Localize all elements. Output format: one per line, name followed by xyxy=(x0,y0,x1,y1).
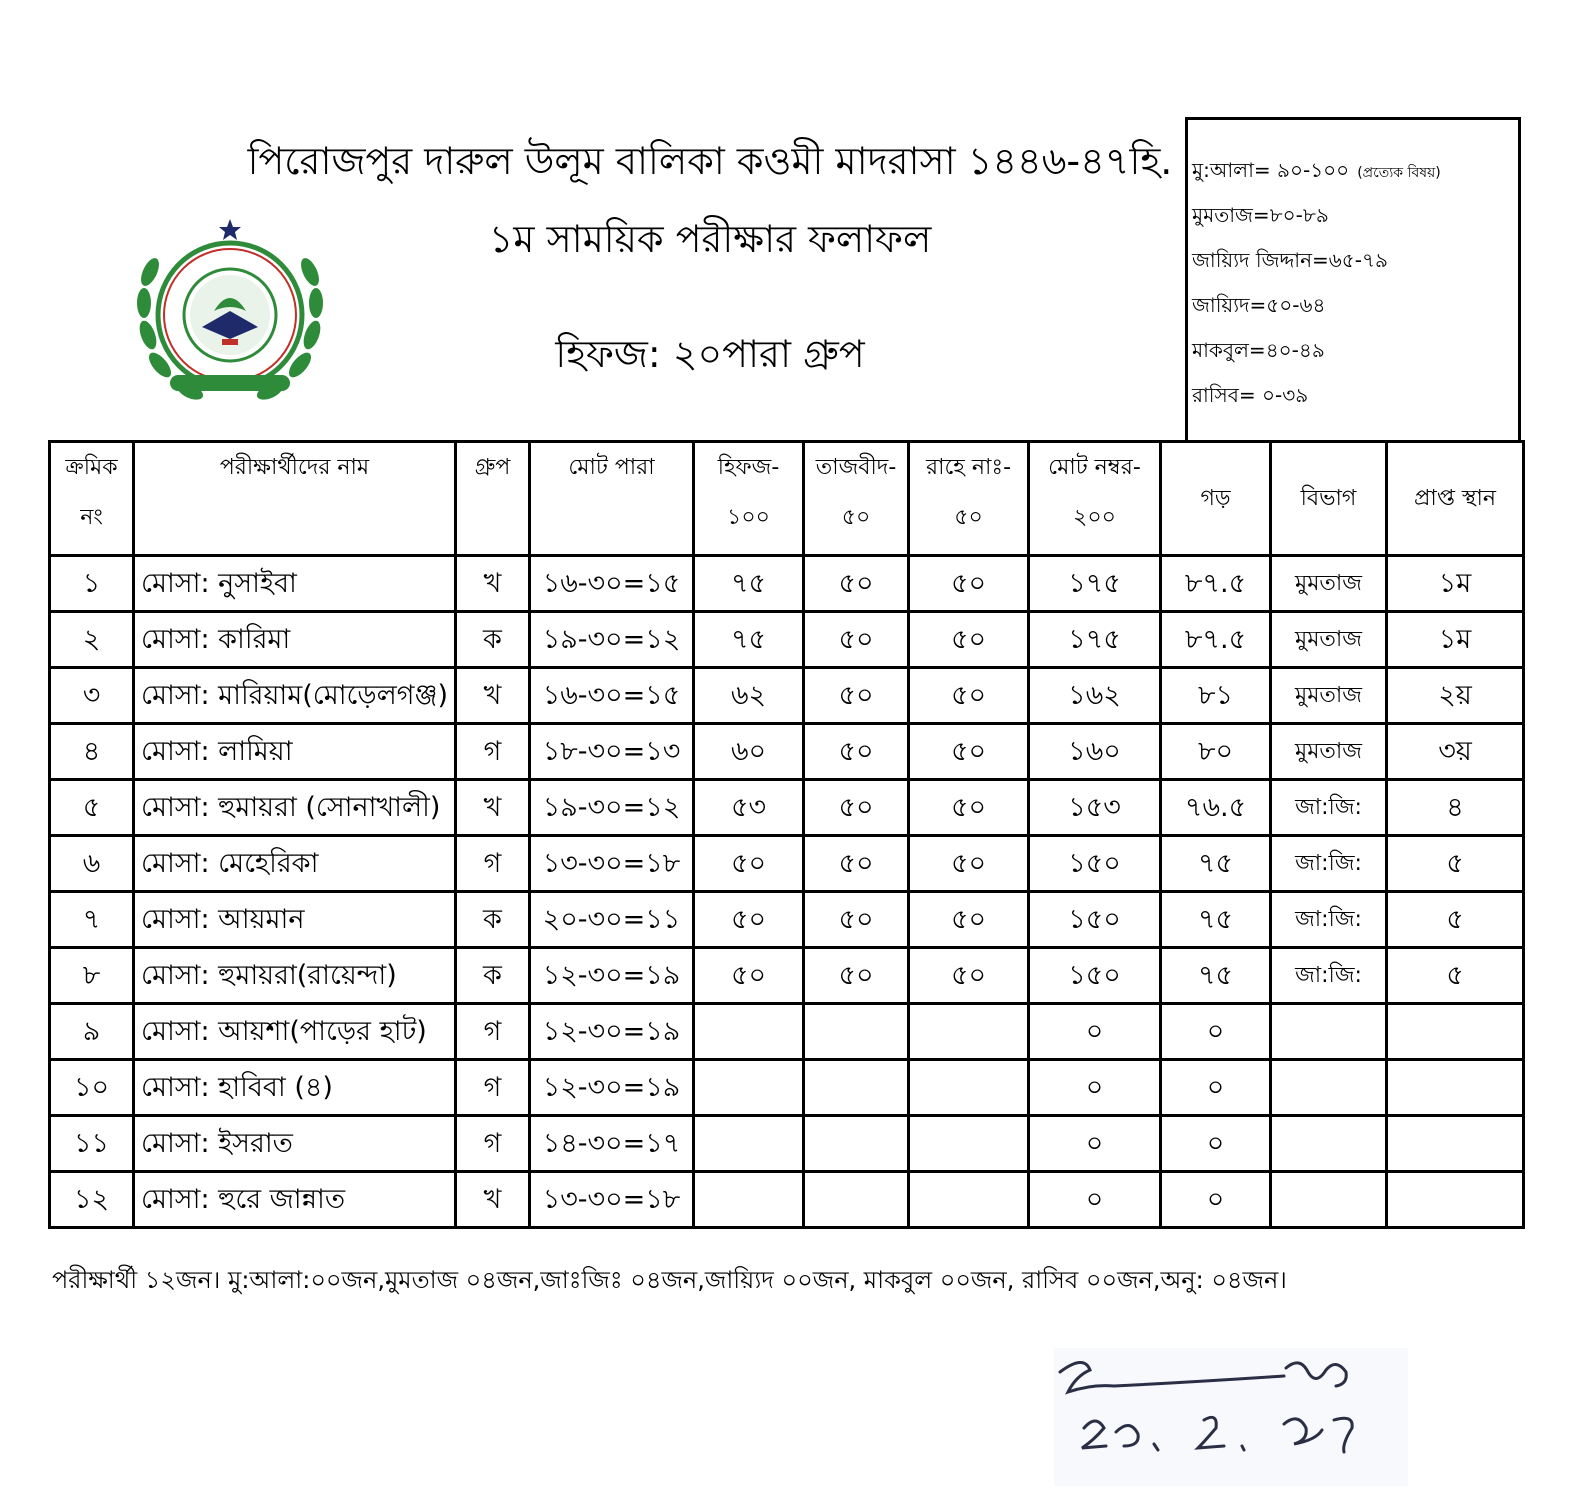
cell-hifz: ৭৫ xyxy=(694,612,804,668)
header-group: গ্রুপ xyxy=(456,442,530,556)
cell-group: গ xyxy=(456,724,530,780)
cell-position: ২য় xyxy=(1387,668,1524,724)
cell-serial: ৪ xyxy=(50,724,134,780)
cell-division xyxy=(1271,1172,1387,1228)
cell-name: মোসা: আয়মান xyxy=(134,892,456,948)
cell-tajweed: ৫০ xyxy=(804,612,909,668)
cell-rahe-najat: ৫০ xyxy=(909,836,1029,892)
table-row xyxy=(50,1116,1524,1172)
cell-hifz: ৫০ xyxy=(694,892,804,948)
group-title: হিফজ: ২০পারা গ্রুপ xyxy=(555,332,865,376)
cell-total-marks: ১৬০ xyxy=(1029,724,1161,780)
table-row xyxy=(50,1004,1524,1060)
cell-total-para: ১৯-৩০=১২ xyxy=(530,780,694,836)
table-row xyxy=(50,948,1524,1004)
grade-legend xyxy=(1185,117,1521,443)
cell-hifz: ৬২ xyxy=(694,668,804,724)
madrasa-logo xyxy=(130,215,330,415)
cell-total-marks: ১৭৫ xyxy=(1029,556,1161,612)
cell-division xyxy=(1271,1004,1387,1060)
cell-division: মুমতাজ xyxy=(1271,668,1387,724)
cell-position: ৪ xyxy=(1387,780,1524,836)
cell-name: মোসা: ইসরাত xyxy=(134,1116,456,1172)
cell-tajweed xyxy=(804,1060,909,1116)
cell-rahe-najat xyxy=(909,1116,1029,1172)
cell-average: ০ xyxy=(1161,1004,1271,1060)
cell-name: মোসা: কারিমা xyxy=(134,612,456,668)
cell-hifz: ৫৩ xyxy=(694,780,804,836)
cell-hifz xyxy=(694,1060,804,1116)
cell-average: ৮৭.৫ xyxy=(1161,556,1271,612)
cell-average: ৮৭.৫ xyxy=(1161,612,1271,668)
cell-total-para: ১২-৩০=১৯ xyxy=(530,1004,694,1060)
cell-serial: ১ xyxy=(50,556,134,612)
cell-division: জা:জি: xyxy=(1271,948,1387,1004)
cell-total-para: ১৩-৩০=১৮ xyxy=(530,1172,694,1228)
cell-position: ৩য় xyxy=(1387,724,1524,780)
cell-serial: ১০ xyxy=(50,1060,134,1116)
cell-total-marks: ১৫০ xyxy=(1029,892,1161,948)
cell-average: ৮০ xyxy=(1161,724,1271,780)
page-subtitle: ১ম সাময়িক পরীক্ষার ফলাফল xyxy=(488,217,932,261)
cell-average: ০ xyxy=(1161,1060,1271,1116)
cell-name: মোসা: হুমায়রা (সোনাখালী) xyxy=(134,780,456,836)
legend-item: মাকবুল=৪০-৪৯ xyxy=(1192,338,1325,362)
cell-position xyxy=(1387,1172,1524,1228)
table-row xyxy=(50,892,1524,948)
cell-serial: ৮ xyxy=(50,948,134,1004)
results-table xyxy=(48,440,1525,1229)
header-average: গড় xyxy=(1161,442,1271,556)
cell-position: ৫ xyxy=(1387,892,1524,948)
cell-name: মোসা: হাবিবা (৪) xyxy=(134,1060,456,1116)
star-icon xyxy=(219,219,241,240)
cell-division xyxy=(1271,1116,1387,1172)
header-hifz: হিফজ- ১০০ xyxy=(694,442,804,556)
cell-total-para: ১৮-৩০=১৩ xyxy=(530,724,694,780)
cell-serial: ৬ xyxy=(50,836,134,892)
table-header-row xyxy=(50,442,1524,556)
cell-hifz: ৭৫ xyxy=(694,556,804,612)
cell-serial: ৫ xyxy=(50,780,134,836)
cell-total-marks: ১৭৫ xyxy=(1029,612,1161,668)
cell-rahe-najat: ৫০ xyxy=(909,612,1029,668)
cell-serial: ২ xyxy=(50,612,134,668)
cell-total-para: ২০-৩০=১১ xyxy=(530,892,694,948)
cell-position: ১ম xyxy=(1387,612,1524,668)
cell-position xyxy=(1387,1060,1524,1116)
page-title: পিরোজপুর দারুল উলূম বালিকা কওমী মাদরাসা ১৪৪৬-৪৭হি. xyxy=(247,139,1173,183)
table-row xyxy=(50,1172,1524,1228)
cell-division: মুমতাজ xyxy=(1271,724,1387,780)
cell-division: জা:জি: xyxy=(1271,780,1387,836)
cell-tajweed xyxy=(804,1004,909,1060)
cell-hifz xyxy=(694,1004,804,1060)
cell-rahe-najat: ৫০ xyxy=(909,892,1029,948)
cell-group: গ xyxy=(456,1004,530,1060)
cell-division xyxy=(1271,1060,1387,1116)
table-row xyxy=(50,668,1524,724)
cell-group: ক xyxy=(456,948,530,1004)
cell-position xyxy=(1387,1004,1524,1060)
cell-position: ১ম xyxy=(1387,556,1524,612)
cell-name: মোসা: হুমায়রা(রায়েন্দা) xyxy=(134,948,456,1004)
cell-rahe-najat xyxy=(909,1172,1029,1228)
cell-total-para: ১২-৩০=১৯ xyxy=(530,948,694,1004)
table-row xyxy=(50,1060,1524,1116)
cell-rahe-najat xyxy=(909,1060,1029,1116)
cell-average: ৭৫ xyxy=(1161,892,1271,948)
cell-group: গ xyxy=(456,836,530,892)
cell-total-para: ১৩-৩০=১৮ xyxy=(530,836,694,892)
cell-group: খ xyxy=(456,556,530,612)
cell-serial: ১২ xyxy=(50,1172,134,1228)
header-tajweed: তাজবীদ- ৫০ xyxy=(804,442,909,556)
cell-name: মোসা: লামিয়া xyxy=(134,724,456,780)
legend-item: রাসিব= ০-৩৯ xyxy=(1192,383,1309,407)
cell-hifz: ৬০ xyxy=(694,724,804,780)
cell-group: ক xyxy=(456,892,530,948)
table-row xyxy=(50,780,1524,836)
cell-group: ক xyxy=(456,612,530,668)
header-serial: ক্রমিক নং xyxy=(50,442,134,556)
table-row xyxy=(50,612,1524,668)
cell-rahe-najat xyxy=(909,1004,1029,1060)
cell-total-para: ১৬-৩০=১৫ xyxy=(530,556,694,612)
cell-rahe-najat: ৫০ xyxy=(909,724,1029,780)
cell-tajweed xyxy=(804,1116,909,1172)
cell-serial: ১১ xyxy=(50,1116,134,1172)
cell-total-marks: ১৬২ xyxy=(1029,668,1161,724)
cell-division: মুমতাজ xyxy=(1271,556,1387,612)
cell-average: ৭৫ xyxy=(1161,948,1271,1004)
cell-division: মুমতাজ xyxy=(1271,612,1387,668)
cell-tajweed: ৫০ xyxy=(804,892,909,948)
cell-division: জা:জি: xyxy=(1271,836,1387,892)
cell-total-marks: ১৫৩ xyxy=(1029,780,1161,836)
cell-group: গ xyxy=(456,1060,530,1116)
legend-item: মুমতাজ=৮০-৮৯ xyxy=(1192,203,1329,227)
cell-hifz: ৫০ xyxy=(694,836,804,892)
cell-average: ৭৫ xyxy=(1161,836,1271,892)
cell-position: ৫ xyxy=(1387,948,1524,1004)
cell-group: খ xyxy=(456,1172,530,1228)
cell-position: ৫ xyxy=(1387,836,1524,892)
cell-total-marks: ০ xyxy=(1029,1060,1161,1116)
cell-total-marks: ১৫০ xyxy=(1029,948,1161,1004)
cell-hifz xyxy=(694,1172,804,1228)
cell-total-marks: ১৫০ xyxy=(1029,836,1161,892)
handwritten-signature xyxy=(1054,1348,1408,1486)
header-total-para: মোট পারা xyxy=(530,442,694,556)
cell-average: ৭৬.৫ xyxy=(1161,780,1271,836)
cell-total-marks: ০ xyxy=(1029,1004,1161,1060)
legend-item: জায়্যিদ=৫০-৬৪ xyxy=(1192,293,1326,317)
header-position: প্রাপ্ত স্থান xyxy=(1387,442,1524,556)
cell-serial: ৩ xyxy=(50,668,134,724)
cell-division: জা:জি: xyxy=(1271,892,1387,948)
cell-total-marks: ০ xyxy=(1029,1172,1161,1228)
cell-serial: ৭ xyxy=(50,892,134,948)
cell-name: মোসা: মারিয়াম(মোড়েলগঞ্জ) xyxy=(134,668,456,724)
table-row xyxy=(50,724,1524,780)
cell-average: ৮১ xyxy=(1161,668,1271,724)
cell-rahe-najat: ৫০ xyxy=(909,668,1029,724)
table-row xyxy=(50,556,1524,612)
cell-tajweed: ৫০ xyxy=(804,836,909,892)
cell-rahe-najat: ৫০ xyxy=(909,556,1029,612)
cell-tajweed: ৫০ xyxy=(804,948,909,1004)
cell-average: ০ xyxy=(1161,1172,1271,1228)
cell-serial: ৯ xyxy=(50,1004,134,1060)
cell-name: মোসা: আয়শা(পাড়ের হাট) xyxy=(134,1004,456,1060)
cell-tajweed: ৫০ xyxy=(804,556,909,612)
header-total-marks: মোট নম্বর- ২০০ xyxy=(1029,442,1161,556)
cell-total-para: ১২-৩০=১৯ xyxy=(530,1060,694,1116)
legend-item: মু:আলা= ৯০-১০০ (প্রত্যেক বিষয়) xyxy=(1192,158,1441,182)
cell-name: মোসা: মেহেরিকা xyxy=(134,836,456,892)
cell-tajweed: ৫০ xyxy=(804,668,909,724)
legend-item: জায়্যিদ জিদ্দান=৬৫-৭৯ xyxy=(1192,248,1388,272)
cell-group: গ xyxy=(456,1116,530,1172)
cell-total-para: ১৪-৩০=১৭ xyxy=(530,1116,694,1172)
cell-total-para: ১৬-৩০=১৫ xyxy=(530,668,694,724)
cell-name: মোসা: নুসাইবা xyxy=(134,556,456,612)
cell-total-marks: ০ xyxy=(1029,1116,1161,1172)
cell-tajweed: ৫০ xyxy=(804,780,909,836)
cell-hifz: ৫০ xyxy=(694,948,804,1004)
header-rahe-najat: রাহে নাঃ- ৫০ xyxy=(909,442,1029,556)
cell-total-para: ১৯-৩০=১২ xyxy=(530,612,694,668)
cell-position xyxy=(1387,1116,1524,1172)
cell-group: খ xyxy=(456,780,530,836)
cell-tajweed: ৫০ xyxy=(804,724,909,780)
cell-name: মোসা: হুরে জান্নাত xyxy=(134,1172,456,1228)
cell-group: খ xyxy=(456,668,530,724)
cell-tajweed xyxy=(804,1172,909,1228)
table-row xyxy=(50,836,1524,892)
cell-average: ০ xyxy=(1161,1116,1271,1172)
cell-rahe-najat: ৫০ xyxy=(909,948,1029,1004)
header-division: বিভাগ xyxy=(1271,442,1387,556)
cell-rahe-najat: ৫০ xyxy=(909,780,1029,836)
cell-hifz xyxy=(694,1116,804,1172)
header-name: পরীক্ষার্থীদের নাম xyxy=(134,442,456,556)
summary-line: পরীক্ষার্থী ১২জন। মু:আলা:০০জন,মুমতাজ ০৪জন,জাঃজিঃ ০৪জন,জায়্যিদ ০০জন, মাকবুল ০০জন, রাসিব ০০জন,অনু: ০৪জন। xyxy=(52,1266,1287,1294)
